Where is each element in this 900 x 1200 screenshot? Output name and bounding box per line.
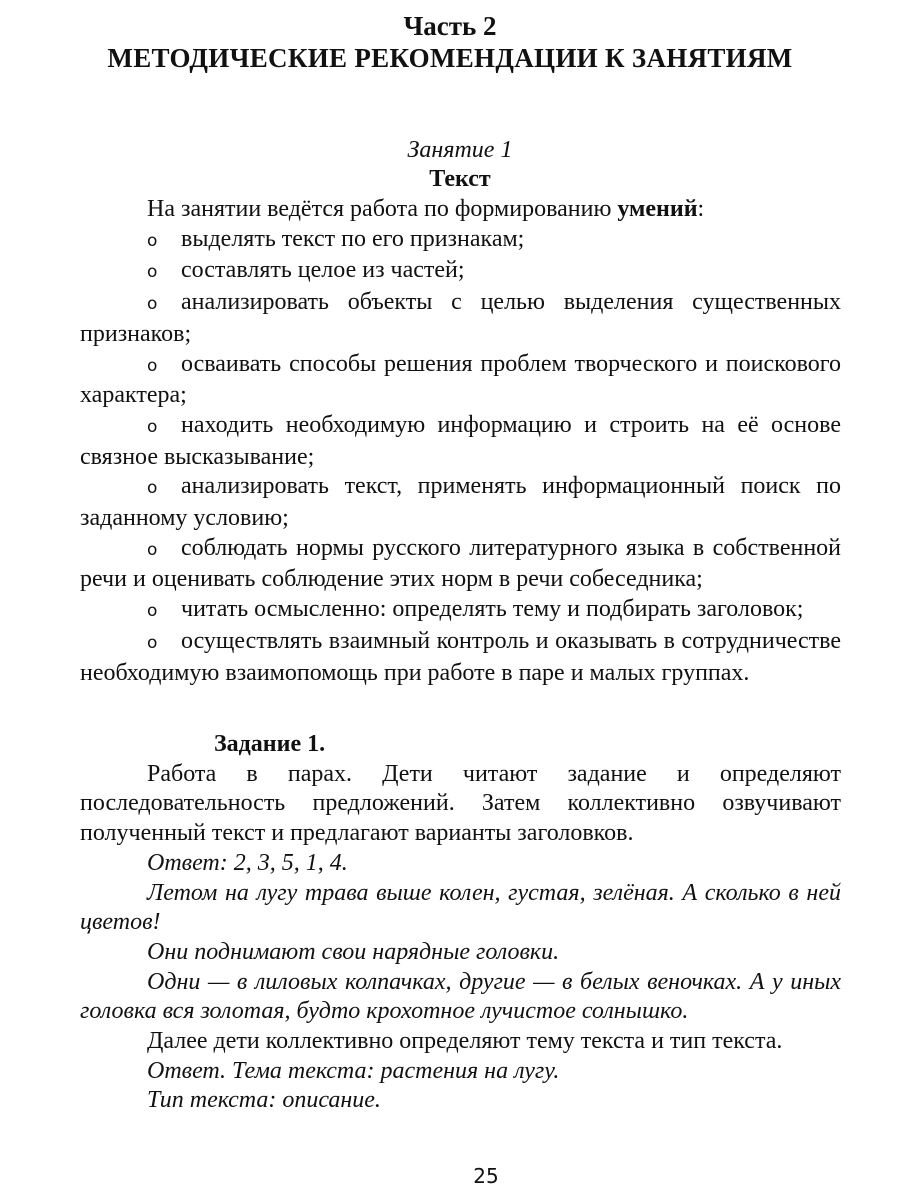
part-title: МЕТОДИЧЕСКИЕ РЕКОМЕНДАЦИИ К ЗАНЯТИЯМ xyxy=(107,43,793,73)
skill-item xyxy=(80,472,841,533)
skill-text: анализировать объекты с целью выделения существенных признаков; xyxy=(80,289,841,347)
task-heading: Задание 1. xyxy=(214,731,326,757)
skill-item xyxy=(80,288,841,349)
lesson-title: Текст xyxy=(429,166,491,192)
skill-text: составлять целое из частей; xyxy=(181,257,465,284)
skills-list xyxy=(80,225,841,689)
bullet-circle-icon: o xyxy=(147,632,158,653)
bullet-circle-icon: o xyxy=(147,478,158,499)
skill-text: анализировать текст, применять информационный поиск по заданному условию; xyxy=(80,473,841,532)
skill-item xyxy=(80,627,841,688)
intro-bold-word: умений xyxy=(617,196,698,222)
task-section xyxy=(80,730,841,1116)
story-line: Они поднимают свои нарядные головки. xyxy=(147,938,560,965)
answer-theme: Ответ. Тема текста: растения на лугу. xyxy=(147,1057,560,1084)
skill-text: читать осмысленно: определять тему и подбирать заголовок; xyxy=(181,596,804,623)
page-number: 25 xyxy=(473,1164,499,1188)
lesson-intro-section xyxy=(80,195,841,688)
skill-item xyxy=(80,350,841,411)
skill-item xyxy=(80,595,841,627)
intro-colon: : xyxy=(697,196,705,222)
skill-text: находить необходимую информацию и строить на её основе связное высказывание; xyxy=(80,411,841,470)
intro-paragraph xyxy=(80,195,841,225)
followup-text: Далее дети коллективно определяют тему текста и тип текста. xyxy=(147,1028,783,1055)
skill-item xyxy=(80,534,841,595)
answer-order: Ответ: 2, 3, 5, 1, 4. xyxy=(147,849,348,876)
bullet-circle-icon: o xyxy=(147,355,158,376)
bullet-circle-icon: o xyxy=(147,539,158,560)
skill-text: осуществлять взаимный контроль и оказывать в сотрудничестве необходимую взаимопомощь при работе в паре и малых группах. xyxy=(80,627,841,686)
answer-type: Тип текста: описание. xyxy=(147,1087,381,1114)
task-description: Работа в парах. Дети читают задание и определяют последовательность предложений. Затем коллективно озвучивают полученный текст и предлагают варианты заголовков. xyxy=(80,760,841,847)
bullet-circle-icon: o xyxy=(147,294,158,315)
lesson-number: Занятие 1 xyxy=(407,137,513,163)
bullet-circle-icon: o xyxy=(147,262,158,283)
intro-text: На занятии ведётся работа по формированию xyxy=(147,196,618,222)
skill-text: соблюдать нормы русского литературного языка в собственной речи и оценивать соблюдение этих норм в речи собеседника; xyxy=(80,534,841,593)
bullet-circle-icon: o xyxy=(147,601,158,622)
skill-text: осваивать способы решения проблем творческого и поискового характера; xyxy=(80,350,841,409)
skill-item xyxy=(80,225,841,257)
story-line: Летом на лугу трава выше колен, густая, зелёная. А сколько в ней цветов! xyxy=(80,879,841,936)
part-number: Часть 2 xyxy=(403,11,497,41)
skill-item xyxy=(80,411,841,472)
bullet-circle-icon: o xyxy=(147,416,158,437)
skill-text: выделять текст по его признакам; xyxy=(181,225,525,252)
story-line: Одни — в лиловых колпачках, другие — в белых веночках. А у иных головка вся золотая, будто крохотное лучистое солнышко. xyxy=(80,968,841,1025)
skill-item xyxy=(80,256,841,288)
bullet-circle-icon: o xyxy=(147,230,158,251)
